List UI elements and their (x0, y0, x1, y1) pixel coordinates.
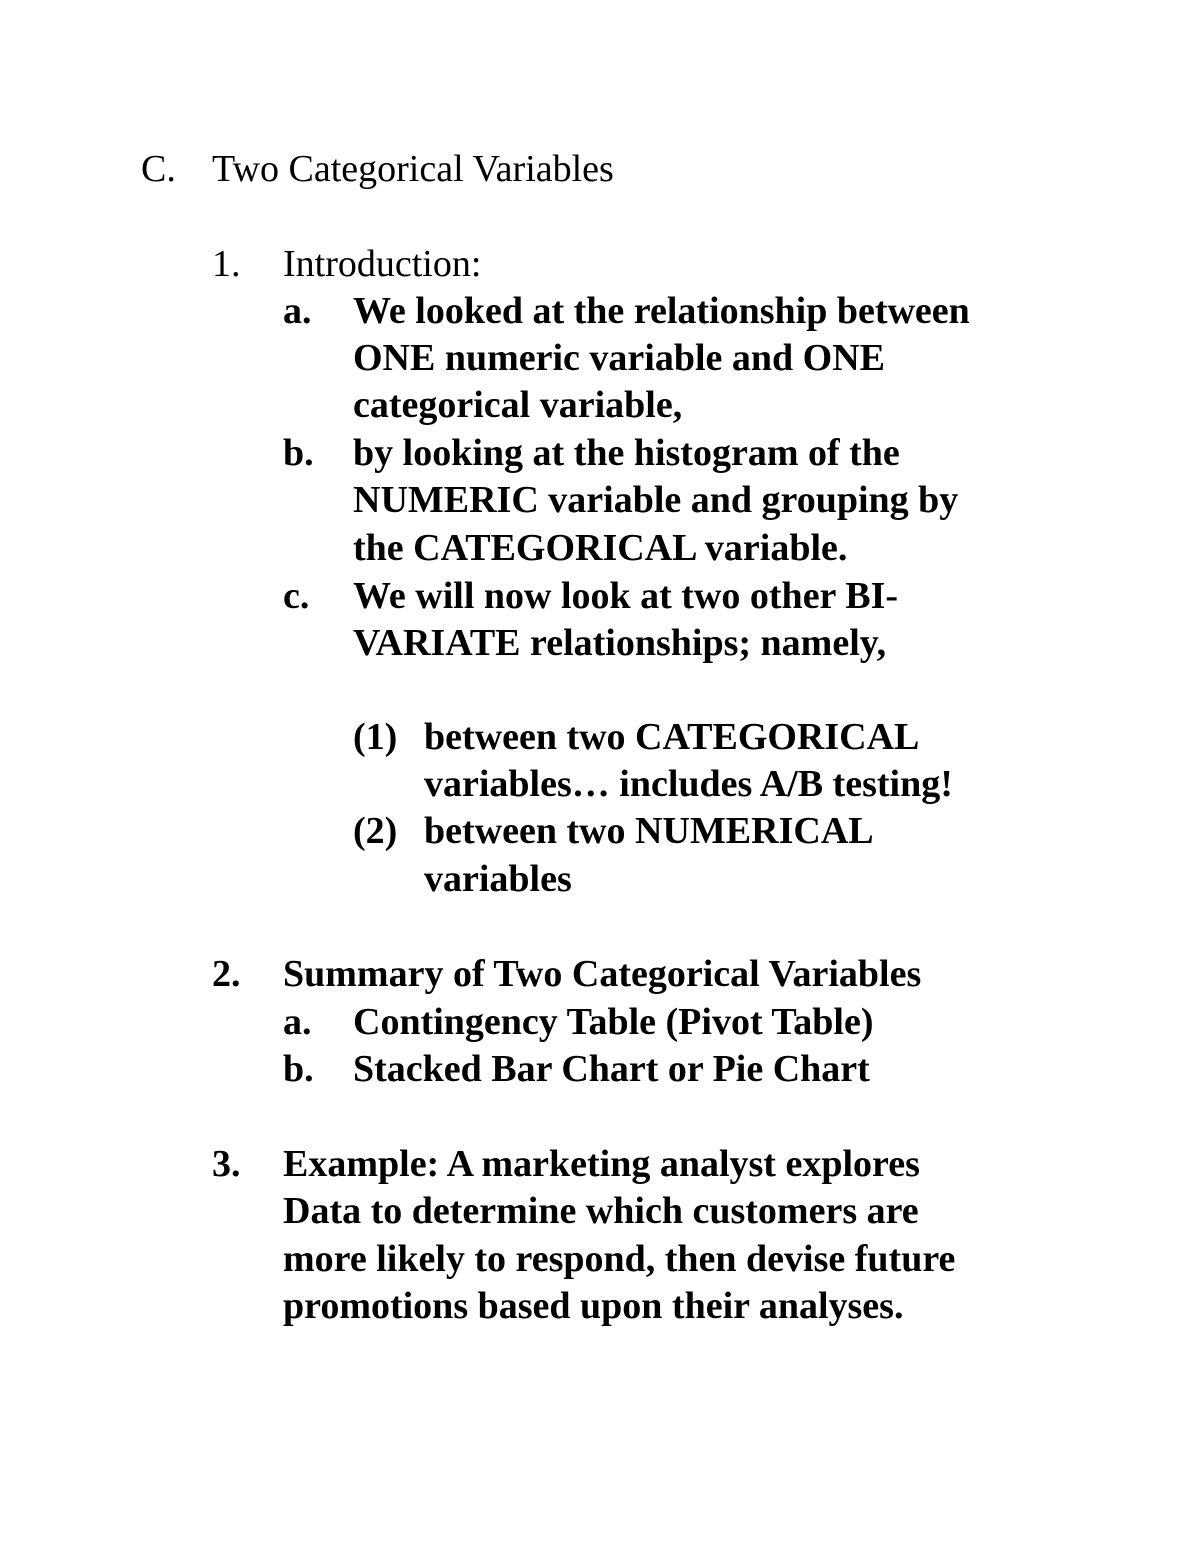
item-1a-line-2: ONE numeric variable and ONE (353, 337, 886, 379)
item-1c-line-1: We will now look at two other BI- (353, 575, 899, 617)
item-2a-marker: a. (283, 1001, 312, 1043)
item-1b-line-1: by looking at the histogram of the (353, 432, 900, 474)
item-2-marker: 2. (212, 953, 241, 995)
section-marker: C. (141, 148, 176, 190)
item-3-line-4: promotions based upon their analyses. (283, 1285, 904, 1327)
item-3-marker: 3. (212, 1143, 241, 1185)
item-1c1-line-1: between two CATEGORICAL (424, 716, 920, 758)
item-1c1-line-2: variables… includes A/B testing! (424, 763, 953, 805)
section-title: Two Categorical Variables (212, 148, 614, 190)
item-3-line-2: Data to determine which customers are (283, 1190, 919, 1232)
item-1a-line-3: categorical variable, (353, 384, 683, 426)
item-1c2-line-1: between two NUMERICAL (424, 810, 874, 852)
item-2b-line-1: Stacked Bar Chart or Pie Chart (353, 1048, 870, 1090)
item-2a-line-1: Contingency Table (Pivot Table) (353, 1001, 874, 1043)
item-1a-line-1: We looked at the relationship between (353, 290, 970, 332)
item-1-title: Introduction: (283, 243, 482, 285)
item-3-line-3: more likely to respond, then devise future (283, 1238, 956, 1280)
item-3-line-1: Example: A marketing analyst explores (283, 1143, 920, 1185)
item-1a-marker: a. (283, 290, 312, 332)
item-1c-line-2: VARIATE relationships; namely, (353, 622, 887, 664)
item-1b-marker: b. (283, 432, 314, 474)
item-1b-line-2: NUMERIC variable and grouping by (353, 479, 959, 521)
item-1b-line-3: the CATEGORICAL variable. (353, 527, 848, 569)
item-1c2-marker: (2) (353, 810, 398, 852)
item-1c2-line-2: variables (424, 858, 572, 900)
item-1-marker: 1. (212, 243, 241, 285)
item-2-title: Summary of Two Categorical Variables (283, 953, 922, 995)
item-1c-marker: c. (283, 575, 310, 617)
item-1c1-marker: (1) (353, 716, 398, 758)
item-2b-marker: b. (283, 1048, 314, 1090)
